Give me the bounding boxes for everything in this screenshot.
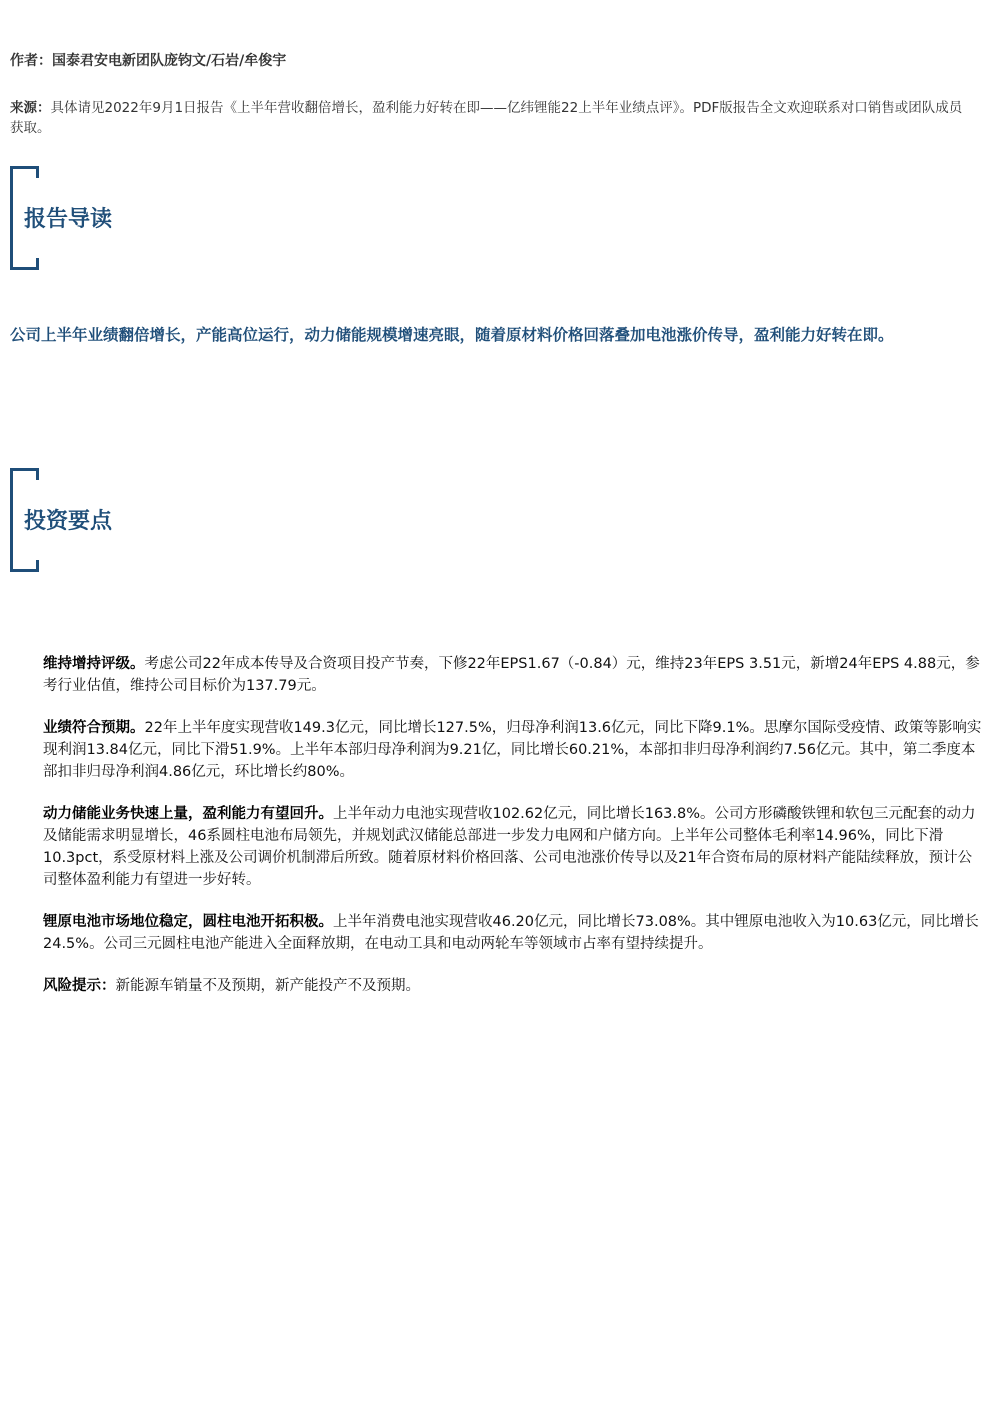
section-title-points: 投资要点 (24, 509, 113, 534)
section-title-guide: 报告导读 (24, 207, 113, 232)
source-note (10, 98, 975, 138)
point-text: 上半年消费电池实现营收46.20亿元，同比增长73.08%。其中锂原电池收入为10.63亿元，同比增长24.5%。公司三元圆柱电池产能进入全面释放期，在电动工具和电动两轮车等领域市占率有望持续提升。 (43, 914, 979, 952)
section-heading-guide (10, 166, 310, 272)
point-lead: 风险提示： (43, 978, 116, 994)
point-item-power-storage (43, 803, 985, 891)
source-text: 具体请见2022年9月1日报告《上半年营收翻倍增长，盈利能力好转在即——亿纬锂能22上半年业绩点评》。PDF版报告全文欢迎联系对口销售或团队成员获取。 (10, 100, 963, 136)
point-lead: 锂原电池市场地位稳定，圆柱电池开拓积极。 (43, 914, 333, 930)
point-item-performance (43, 717, 985, 783)
point-item-rating (43, 653, 985, 697)
guide-summary: 公司上半年业绩翻倍增长，产能高位运行，动力储能规模增速亮眼，随着原材料价格回落叠加电池涨价传导，盈利能力好转在即。 (10, 326, 894, 344)
point-lead: 动力储能业务快速上量，盈利能力有望回升。 (43, 806, 333, 822)
point-item-risk (43, 975, 985, 997)
point-text: 22年上半年度实现营收149.3亿元，同比增长127.5%，归母净利润13.6亿元，同比下降9.1%。思摩尔国际受疫情、政策等影响实现利润13.84亿元，同比下滑51.9%。上半年本部归母净利润为9.21亿，同比增长60.21%，本部扣非归母净利润约7.56亿元。其中，第二季度本部扣非归母净利润4.86亿元，环比增长约80%。 (43, 720, 982, 780)
author-line: 作者：国泰君安电新团队庞钧文/石岩/牟俊宇 (10, 53, 287, 69)
source-label: 来源： (10, 100, 51, 116)
point-lead: 维持增持评级。 (43, 656, 145, 672)
point-item-lithium-primary (43, 911, 985, 955)
point-text: 上半年动力电池实现营收102.62亿元，同比增长163.8%。公司方形磷酸铁锂和软包三元配套的动力及储能需求明显增长，46系圆柱电池布局领先，并规划武汉储能总部进一步发力电网和户储方向。上半年公司整体毛利率14.96%，同比下滑10.3pct，系受原材料上涨及公司调价机制滞后所致。随着原材料价格回落、公司电池涨价传导以及21年合资布局的原材料产能陆续释放，预计公司整体盈利能力有望进一步好转。 (43, 806, 976, 888)
point-lead: 业绩符合预期。 (43, 720, 145, 736)
point-text: 考虑公司22年成本传导及合资项目投产节奏，下修22年EPS1.67（-0.84）元，维持23年EPS 3.51元，新增24年EPS 4.88元，参考行业估值，维持公司目标价为137.79元。 (43, 656, 980, 694)
point-text: 新能源车销量不及预期，新产能投产不及预期。 (115, 978, 420, 994)
section-heading-points (10, 468, 310, 574)
investment-points-list (43, 653, 985, 1017)
